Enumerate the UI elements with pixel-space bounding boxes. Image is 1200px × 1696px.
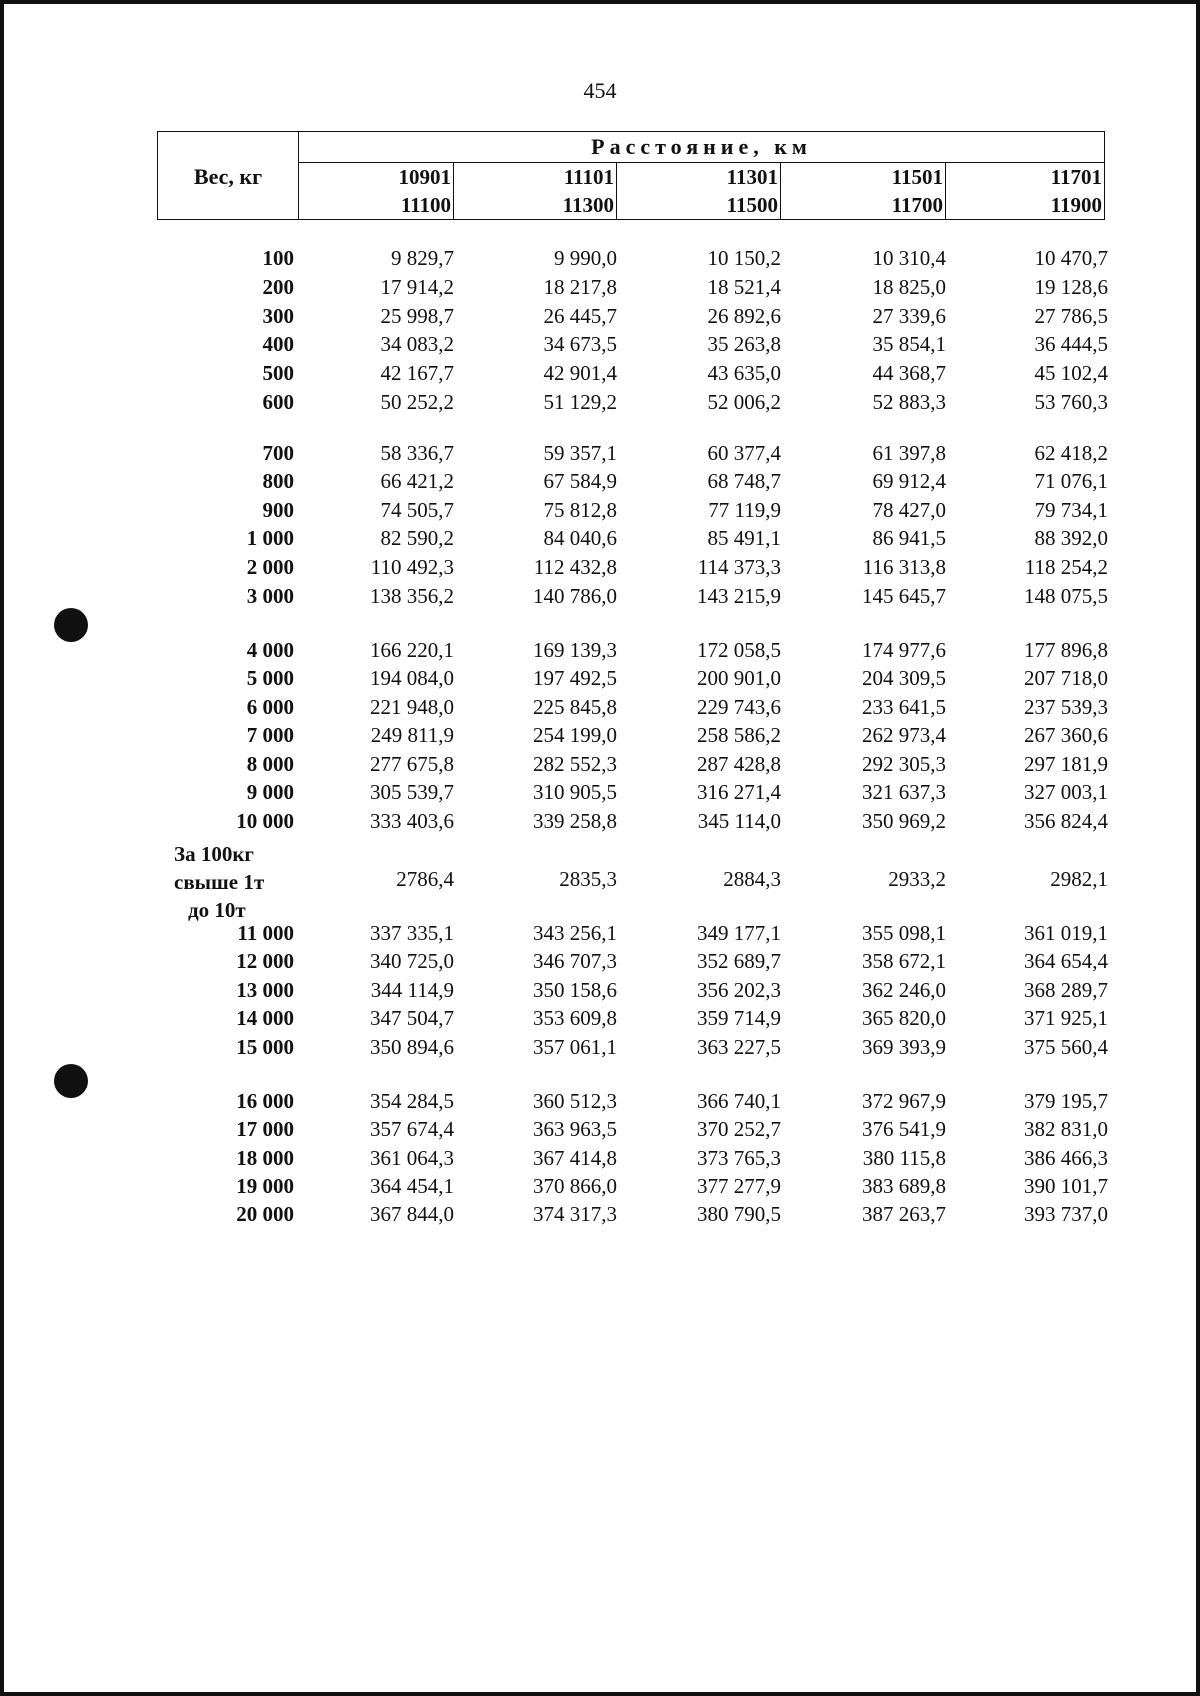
value-cell: 233 641,5	[862, 695, 946, 719]
value-cell: 166 220,1	[370, 638, 454, 662]
value-cell: 145 645,7	[862, 584, 946, 608]
value-cell: 357 061,1	[533, 1035, 617, 1059]
special-label-line1: За 100кг	[174, 842, 254, 866]
value-cell: 114 373,3	[697, 555, 781, 579]
value-cell: 177 896,8	[1024, 638, 1108, 662]
value-cell: 27 339,6	[872, 304, 946, 328]
value-cell: 305 539,7	[370, 780, 454, 804]
value-cell: 85 491,1	[707, 526, 781, 550]
weight-cell: 500	[262, 361, 294, 385]
value-cell: 35 854,1	[872, 332, 946, 356]
value-cell: 143 215,9	[697, 584, 781, 608]
value-cell: 82 590,2	[380, 526, 454, 550]
value-cell: 110 492,3	[370, 555, 454, 579]
value-cell: 27 786,5	[1034, 304, 1108, 328]
value-cell: 354 284,5	[370, 1089, 454, 1113]
value-cell: 42 901,4	[543, 361, 617, 385]
table-row	[157, 388, 1108, 416]
value-cell: 221 948,0	[370, 695, 454, 719]
weight-cell: 3 000	[246, 584, 294, 608]
value-cell: 364 454,1	[370, 1174, 454, 1198]
value-cell: 363 227,5	[697, 1035, 781, 1059]
value-cell: 51 129,2	[543, 390, 617, 414]
value-cell: 353 609,8	[533, 1006, 617, 1030]
value-cell: 2835,3	[559, 867, 617, 891]
value-cell: 79 734,1	[1034, 498, 1108, 522]
value-cell: 386 466,3	[1024, 1146, 1108, 1170]
punch-hole	[54, 1064, 88, 1098]
value-cell: 67 584,9	[543, 469, 617, 493]
value-cell: 310 905,5	[533, 780, 617, 804]
value-cell: 359 714,9	[697, 1006, 781, 1030]
value-cell: 363 963,5	[533, 1117, 617, 1141]
weight-cell: 13 000	[236, 978, 294, 1002]
weight-cell: 1 000	[246, 526, 294, 550]
value-cell: 2786,4	[396, 867, 454, 891]
value-cell: 66 421,2	[380, 469, 454, 493]
weight-cell: 11 000	[237, 921, 294, 945]
weight-cell: 600	[262, 390, 294, 414]
table-row	[157, 778, 1108, 806]
weight-cell: 8 000	[246, 752, 294, 776]
value-cell: 370 252,7	[697, 1117, 781, 1141]
special-label-line3: до 10т	[188, 898, 246, 922]
weight-cell: 16 000	[236, 1089, 294, 1113]
value-cell: 2982,1	[1050, 867, 1108, 891]
value-cell: 44 368,7	[872, 361, 946, 385]
value-cell: 292 305,3	[862, 752, 946, 776]
value-cell: 361 064,3	[370, 1146, 454, 1170]
value-cell: 277 675,8	[370, 752, 454, 776]
table-row	[157, 524, 1108, 552]
value-cell: 78 427,0	[872, 498, 946, 522]
value-cell: 140 786,0	[533, 584, 617, 608]
value-cell: 347 504,7	[370, 1006, 454, 1030]
range-to: 11100	[299, 191, 454, 219]
table-row	[157, 750, 1108, 778]
value-cell: 50 252,2	[380, 390, 454, 414]
value-cell: 258 586,2	[697, 723, 781, 747]
weight-cell: 100	[262, 246, 294, 270]
value-cell: 383 689,8	[862, 1174, 946, 1198]
value-cell: 350 158,6	[533, 978, 617, 1002]
table-row	[157, 582, 1108, 610]
table-row	[157, 693, 1108, 721]
value-cell: 352 689,7	[697, 949, 781, 973]
value-cell: 368 289,7	[1024, 978, 1108, 1002]
value-cell: 52 883,3	[872, 390, 946, 414]
value-cell: 200 901,0	[697, 666, 781, 690]
value-cell: 366 740,1	[697, 1089, 781, 1113]
value-cell: 204 309,5	[862, 666, 946, 690]
value-cell: 349 177,1	[697, 921, 781, 945]
value-cell: 138 356,2	[370, 584, 454, 608]
distance-header: Расстояние, км	[299, 132, 1104, 163]
table-row	[157, 919, 1108, 947]
value-cell: 68 748,7	[707, 469, 781, 493]
weight-column-header: Вес, кг	[158, 132, 299, 219]
table-row	[157, 976, 1108, 1004]
weight-cell: 200	[262, 275, 294, 299]
value-cell: 367 414,8	[533, 1146, 617, 1170]
value-cell: 339 258,8	[533, 809, 617, 833]
value-cell: 361 019,1	[1024, 921, 1108, 945]
value-cell: 58 336,7	[380, 441, 454, 465]
value-cell: 71 076,1	[1034, 469, 1108, 493]
value-cell: 360 512,3	[533, 1089, 617, 1113]
value-cell: 282 552,3	[533, 752, 617, 776]
value-cell: 17 914,2	[380, 275, 454, 299]
special-rate-label	[174, 840, 294, 924]
range-to: 11700	[781, 191, 946, 219]
table-row	[157, 1115, 1108, 1143]
value-cell: 84 040,6	[543, 526, 617, 550]
weight-cell: 9 000	[246, 780, 294, 804]
value-cell: 2884,3	[723, 867, 781, 891]
value-cell: 88 392,0	[1034, 526, 1108, 550]
range-from: 11501	[781, 163, 946, 191]
range-from: 11101	[454, 163, 617, 191]
value-cell: 340 725,0	[370, 949, 454, 973]
value-cell: 10 310,4	[872, 246, 946, 270]
value-cell: 321 637,3	[862, 780, 946, 804]
value-cell: 75 812,8	[543, 498, 617, 522]
value-cell: 35 263,8	[707, 332, 781, 356]
value-cell: 26 892,6	[707, 304, 781, 328]
value-cell: 53 760,3	[1034, 390, 1108, 414]
value-cell: 345 114,0	[697, 809, 781, 833]
value-cell: 355 098,1	[862, 921, 946, 945]
range-from: 11301	[617, 163, 781, 191]
value-cell: 287 428,8	[697, 752, 781, 776]
value-cell: 316 271,4	[697, 780, 781, 804]
range-to: 11900	[1050, 193, 1102, 217]
weight-cell: 700	[262, 441, 294, 465]
value-cell: 365 820,0	[862, 1006, 946, 1030]
weight-cell: 19 000	[236, 1174, 294, 1198]
value-cell: 172 058,5	[697, 638, 781, 662]
table-row	[157, 1087, 1108, 1115]
weight-cell: 5 000	[246, 666, 294, 690]
table-row	[157, 865, 1108, 893]
value-cell: 370 866,0	[533, 1174, 617, 1198]
value-cell: 25 998,7	[380, 304, 454, 328]
value-cell: 10 150,2	[707, 246, 781, 270]
value-cell: 371 925,1	[1024, 1006, 1108, 1030]
value-cell: 390 101,7	[1024, 1174, 1108, 1198]
weight-cell: 2 000	[246, 555, 294, 579]
value-cell: 333 403,6	[370, 809, 454, 833]
value-cell: 225 845,8	[533, 695, 617, 719]
value-cell: 148 075,5	[1024, 584, 1108, 608]
value-cell: 60 377,4	[707, 441, 781, 465]
value-cell: 346 707,3	[533, 949, 617, 973]
value-cell: 9 990,0	[554, 246, 617, 270]
value-cell: 374 317,3	[533, 1202, 617, 1226]
weight-cell: 15 000	[236, 1035, 294, 1059]
table-row	[157, 553, 1108, 581]
value-cell: 373 765,3	[697, 1146, 781, 1170]
table-row	[157, 1200, 1108, 1228]
value-cell: 74 505,7	[380, 498, 454, 522]
weight-cell: 4 000	[246, 638, 294, 662]
range-from: 11701	[1050, 165, 1102, 189]
value-cell: 61 397,8	[872, 441, 946, 465]
value-cell: 380 790,5	[697, 1202, 781, 1226]
value-cell: 116 313,8	[862, 555, 946, 579]
table-row	[157, 721, 1108, 749]
table-row	[157, 1144, 1108, 1172]
value-cell: 382 831,0	[1024, 1117, 1108, 1141]
weight-cell: 17 000	[236, 1117, 294, 1141]
value-cell: 377 277,9	[697, 1174, 781, 1198]
value-cell: 379 195,7	[1024, 1089, 1108, 1113]
value-cell: 2933,2	[888, 867, 946, 891]
value-cell: 364 654,4	[1024, 949, 1108, 973]
value-cell: 358 672,1	[862, 949, 946, 973]
weight-cell: 6 000	[246, 695, 294, 719]
value-cell: 34 083,2	[380, 332, 454, 356]
value-cell: 18 217,8	[543, 275, 617, 299]
value-cell: 350 969,2	[862, 809, 946, 833]
value-cell: 112 432,8	[533, 555, 617, 579]
value-cell: 343 256,1	[533, 921, 617, 945]
value-cell: 367 844,0	[370, 1202, 454, 1226]
value-cell: 254 199,0	[533, 723, 617, 747]
value-cell: 69 912,4	[872, 469, 946, 493]
table-row	[157, 302, 1108, 330]
value-cell: 375 560,4	[1024, 1035, 1108, 1059]
value-cell: 237 539,3	[1024, 695, 1108, 719]
weight-cell: 20 000	[236, 1202, 294, 1226]
value-cell: 350 894,6	[370, 1035, 454, 1059]
special-label-line2: свыше 1т	[174, 870, 265, 894]
table-row	[157, 467, 1108, 495]
weight-cell: 14 000	[236, 1006, 294, 1030]
weight-cell: 12 000	[236, 949, 294, 973]
table-row	[157, 244, 1108, 272]
value-cell: 34 673,5	[543, 332, 617, 356]
value-cell: 19 128,6	[1034, 275, 1108, 299]
table-row	[157, 273, 1108, 301]
value-cell: 297 181,9	[1024, 752, 1108, 776]
value-cell: 9 829,7	[391, 246, 454, 270]
range-to: 11500	[617, 191, 781, 219]
range-to: 11300	[454, 191, 617, 219]
weight-cell: 10 000	[236, 809, 294, 833]
value-cell: 86 941,5	[872, 526, 946, 550]
table-row	[157, 359, 1108, 387]
value-cell: 249 811,9	[370, 723, 454, 747]
value-cell: 344 114,9	[370, 978, 454, 1002]
value-cell: 45 102,4	[1034, 361, 1108, 385]
table-row	[157, 664, 1108, 692]
weight-cell: 7 000	[246, 723, 294, 747]
value-cell: 376 541,9	[862, 1117, 946, 1141]
value-cell: 207 718,0	[1024, 666, 1108, 690]
range-from: 10901	[299, 163, 454, 191]
value-cell: 229 743,6	[697, 695, 781, 719]
value-cell: 393 737,0	[1024, 1202, 1108, 1226]
table-row	[157, 807, 1108, 835]
table-row	[157, 439, 1108, 467]
weight-cell: 900	[262, 498, 294, 522]
value-cell: 42 167,7	[380, 361, 454, 385]
table-row	[157, 496, 1108, 524]
value-cell: 59 357,1	[543, 441, 617, 465]
value-cell: 197 492,5	[533, 666, 617, 690]
value-cell: 356 202,3	[697, 978, 781, 1002]
table-row	[157, 1033, 1108, 1061]
value-cell: 118 254,2	[1024, 555, 1108, 579]
table-row	[157, 1004, 1108, 1032]
value-cell: 194 084,0	[370, 666, 454, 690]
value-cell: 36 444,5	[1034, 332, 1108, 356]
value-cell: 77 119,9	[708, 498, 781, 522]
value-cell: 356 824,4	[1024, 809, 1108, 833]
table-row	[157, 947, 1108, 975]
value-cell: 372 967,9	[862, 1089, 946, 1113]
value-cell: 10 470,7	[1034, 246, 1108, 270]
value-cell: 62 418,2	[1034, 441, 1108, 465]
page-number: 454	[583, 78, 617, 103]
value-cell: 26 445,7	[543, 304, 617, 328]
value-cell: 43 635,0	[707, 361, 781, 385]
weight-cell: 300	[262, 304, 294, 328]
value-cell: 262 973,4	[862, 723, 946, 747]
table-row	[157, 330, 1108, 358]
value-cell: 380 115,8	[862, 1146, 946, 1170]
weight-cell: 800	[262, 469, 294, 493]
value-cell: 337 335,1	[370, 921, 454, 945]
value-cell: 387 263,7	[862, 1202, 946, 1226]
value-cell: 357 674,4	[370, 1117, 454, 1141]
value-cell: 327 003,1	[1024, 780, 1108, 804]
value-cell: 369 393,9	[862, 1035, 946, 1059]
weight-cell: 400	[262, 332, 294, 356]
table-row	[157, 636, 1108, 664]
weight-cell: 18 000	[236, 1146, 294, 1170]
value-cell: 267 360,6	[1024, 723, 1108, 747]
value-cell: 52 006,2	[707, 390, 781, 414]
value-cell: 362 246,0	[862, 978, 946, 1002]
table-row	[157, 1172, 1108, 1200]
value-cell: 174 977,6	[862, 638, 946, 662]
value-cell: 18 825,0	[872, 275, 946, 299]
value-cell: 18 521,4	[707, 275, 781, 299]
punch-hole	[54, 608, 88, 642]
value-cell: 169 139,3	[533, 638, 617, 662]
